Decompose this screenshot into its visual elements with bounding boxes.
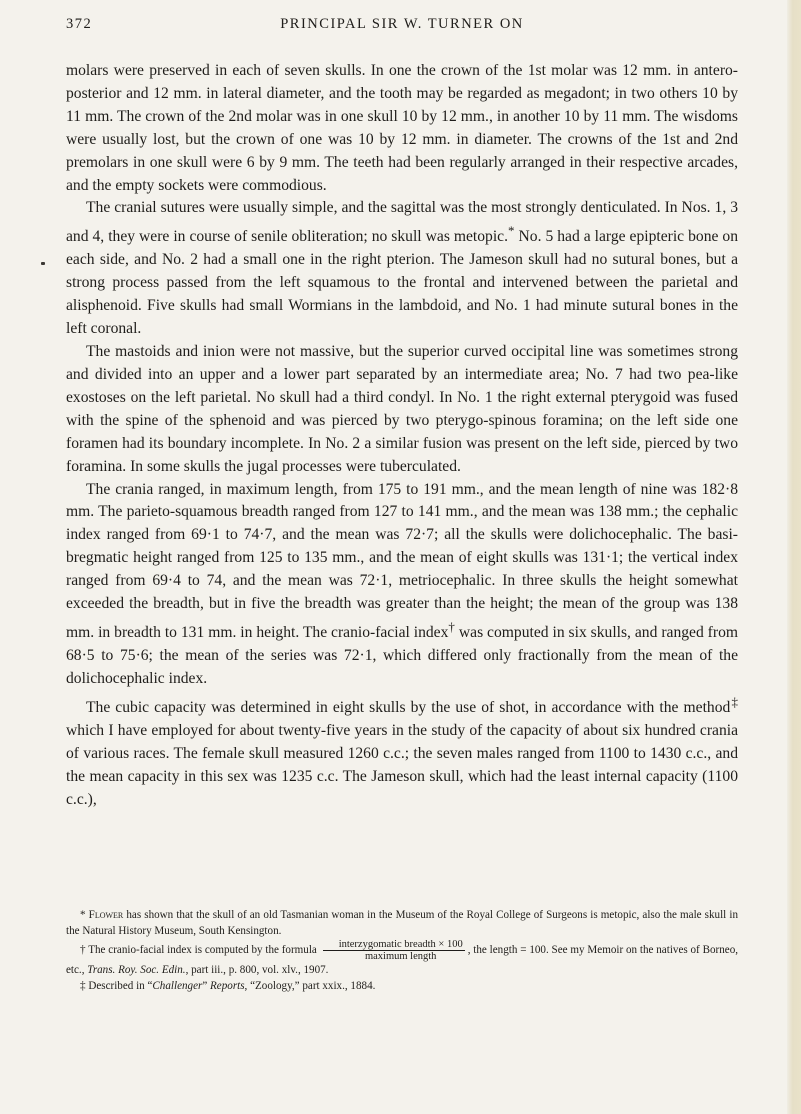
footnote-double-dagger-text-b: ” [202,980,211,992]
paragraph-crania-dimensions [66,479,738,691]
footnote-asterisk-text: has shown that the skull of an old Tasmanian woman in the Museum of the Royal College of Surgeons is metopic, also the male skull in the Natural History Museum, South Kensington. [66,909,738,937]
formula-fraction [323,939,465,962]
footnote-double-dagger-text-c: , “Zoology,” part xxix., 1884. [244,980,376,992]
paragraph-crania-text-a: The crania ranged, in maximum length, from 175 to 191 mm., and the mean length of nine was 182·8 mm. The parieto-squamous breadth ranged from 127 to 141 mm., and the mean was 138 mm.; the cephalic index ranged from 69·1 to 74·7, and the mean was 72·7; all the skulls were dolichocephalic. The basi-bregmatic height ranged from 125 to 135 mm., and the mean of eight skulls was 131·1; the vertical index ranged from 69·4 to 74, and the mean was 72·1, metriocephalic. In three skulls the height somewhat exceeded the breadth, but in five the breadth was greater than the height; the mean of the group was 138 mm. in breadth to 131 mm. in height. The cranio-facial index [66,480,738,642]
paragraph-sutures-text-a: The cranial sutures were usually simple, and the sagittal was the most strongly denticulated. In Nos. 1, 3 and 4, they were in course of senile obliteration; no skull was metopic. [66,199,738,246]
footnote-asterisk-mark: * [80,909,86,921]
footnote-ref-dagger: † [448,618,455,634]
body-text [66,60,738,812]
page-header [66,16,738,36]
footnote-asterisk [66,907,738,939]
formula-numerator: interzygomatic breadth × 100 [323,939,465,951]
paragraph-capacity-text-b: which I have employed for about twenty-five years in the study of the capacity of about six hundred crania of various races. The female skull measured 1260 c.c.; the seven males ranged from 1100 to 1430 c.c., and the mean capacity in this sex was 1235 c.c. The Jameson skull, which had the least internal capacity (1100 c.c.), [66,721,738,808]
journal-title: Trans. Roy. Soc. Edin. [87,964,186,976]
footnote-ref-asterisk: * [508,223,515,239]
page-edge [787,0,801,1114]
running-head: PRINCIPAL SIR W. TURNER ON [280,16,524,32]
footnote-double-dagger-mark: ‡ [80,980,86,992]
footnote-dagger-mark: † [80,944,86,957]
footnote-ref-double-dagger: ‡ [730,693,738,709]
paragraph-sutures [66,197,738,341]
footnote-double-dagger-text-a: Described in “ [85,980,153,992]
paragraph-capacity-text-a: The cubic capacity was determined in eight skulls by the use of shot, in accordance with the method [86,699,731,717]
footnotes [66,907,738,994]
challenger-title: Challenger [152,980,203,992]
footnote-dagger-text-c: , part iii., p. 800, vol. xlv., 1907. [185,964,329,976]
footnote-dagger-text-a: The cranio-facial index is computed by the formula [85,944,320,957]
footnote-author-name: Flower [88,909,124,921]
reports-title: Reports [210,980,245,992]
paragraph-sutures-text-b: No. 5 had a large epipteric bone on each side, and No. 2 had a small one in the right pterion. The Jameson skull had no sutural bones, but a strong process passed from the left squamous to the frontal and intervened between the parietal and alisphenoid. Five skulls had small Wormians in the lambdoid, and No. 1 had minute sutural bones in the left coronal. [66,228,739,338]
paragraph-mastoids: The mastoids and inion were not massive, but the superior curved occipital line was sometimes strong and divided into an upper and a lower part separated by an intermediate area; No. 7 had two pea-like exostoses on the left parietal. No skull had a third condyl. In No. 1 the right external pterygoid was fused with the spine of the sphenoid and was pierced by two pterygo-spinous foramina; on the left side one foramen had its boundary incomplete. In No. 2 a similar fusion was present on the left side, pierced by two foramina. In some skulls the jugal processes were tuberculated. [66,343,738,475]
paragraph-teeth: molars were preserved in each of seven skulls. In one the crown of the 1st molar was 12 mm. in antero-posterior and 12 mm. in lateral diameter, and the tooth may be regarded as megadont; in two others 10 by 11 mm. The crown of the 2nd molar was in one skull 10 by 12 mm., in another 10 by 11 mm. The wisdoms were usually lost, but the crown of one was 10 by 12 mm. in diameter. The crowns of the 1st and 2nd premolars in one skull were 6 by 9 mm. The teeth had been regularly arranged in their respective arcades, and the empty sockets were commodious. [66,62,738,194]
paragraph-crania-text-b: was computed in six skulls, and ranged from 68·5 to 75·6; the mean of the series was 72·1, which differed only fractionally from the mean of the dolichocephalic index. [66,624,738,687]
footnote-double-dagger [66,978,738,994]
footnote-dagger-text-b: , the length = 100. See my Memoir on the natives of Borneo, etc., [66,944,739,976]
footnote-dagger [66,939,738,978]
paragraph-capacity [66,691,738,812]
formula-denominator: maximum length [364,951,437,962]
margin-mark [41,262,45,265]
page-number: 372 [66,16,93,32]
